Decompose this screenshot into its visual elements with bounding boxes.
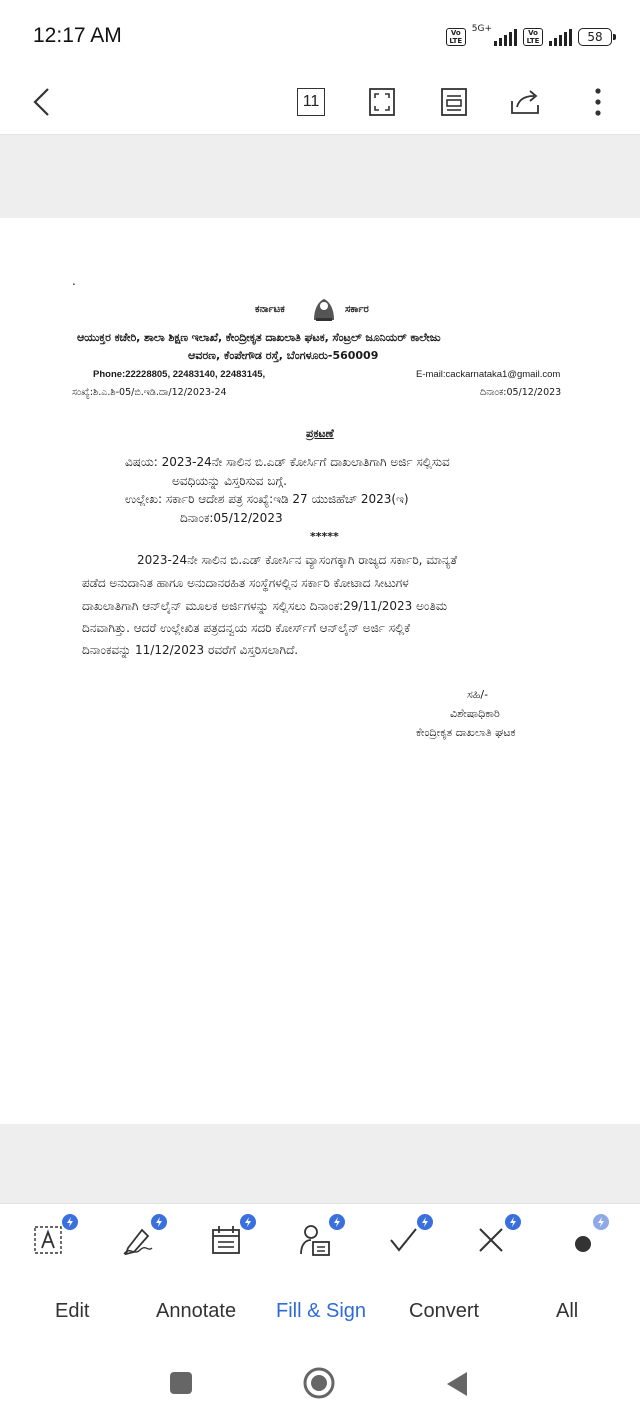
premium-badge-icon [62, 1214, 78, 1230]
status-icons [446, 24, 612, 50]
officer-title: ವಿಶೇಷಾಧಿಕಾರಿ [450, 707, 500, 720]
back-triangle-icon [444, 1370, 470, 1398]
share-button[interactable] [502, 78, 550, 126]
share-icon [509, 87, 543, 117]
signal-strength-icon-2 [549, 28, 572, 46]
more-options-button[interactable] [574, 78, 622, 126]
signature-mark: ಸಹಿ/- [467, 688, 489, 701]
office-address-line2: ಆವರಣ, ಕೆಂಪೇಗೌಡ ರಸ್ತೆ, ಬೆಂಗಳೂರು-560009 [188, 349, 379, 362]
dot-icon [563, 1224, 595, 1256]
tab-convert[interactable]: Convert [409, 1300, 480, 1322]
premium-badge-icon [417, 1214, 433, 1230]
check-tool-button[interactable] [383, 1220, 423, 1260]
body-line: ದಾಖಲಾತಿಗಾಗಿ ಆನ್‌ಲೈನ್ ಮೂಲಕ ಅರ್ಜಿಗಳನ್ನು ಸಲ್ಲಿಸಲು ದಿನಾಂಕ:29/11/2023 ಅಂತಿಮ [82, 599, 448, 613]
document-date: ದಿನಾಂಕ:05/12/2023 [480, 387, 562, 398]
state-name-left: ಕರ್ನಾಟಕ [255, 304, 285, 315]
tab-all[interactable]: All [556, 1300, 579, 1322]
fullscreen-button[interactable] [358, 78, 406, 126]
fullscreen-icon [368, 87, 396, 117]
reference-number: ಸಂಖ್ಯೆ:ಶಿ.ಎ.ಶಿ-05/ಬಿ.ಇಡಿ.ದಾ/12/2023-24 [72, 387, 227, 398]
system-navigation-bar [0, 1346, 640, 1422]
cross-icon [475, 1224, 507, 1256]
body-line: ದಿನವಾಗಿತ್ತು. ಆದರೆ ಉಲ್ಲೇಖಿತ ಪತ್ರದನ್ವಯ ಸದರಿ ಕೋರ್ಸ್‌ಗೆ ಆನ್‌ಲೈನ್ ಅರ್ಜಿ ಸಲ್ಲಿಕೆ [82, 621, 411, 635]
office-address-line1: ಆಯುಕ್ತರ ಕಚೇರಿ, ಶಾಲಾ ಶಿಕ್ಷಣ ಇಲಾಖೆ, ಕೇಂದ್ರೀಕೃತ ದಾಖಲಾತಿ ಘಟಕ, ಸೆಂಟ್ರಲ್ ಜೂನಿಯರ್ ಕಾಲೇಜು [77, 331, 441, 344]
battery-icon: 58 [578, 28, 612, 46]
home-button[interactable] [302, 1366, 336, 1400]
page-number-button[interactable] [287, 78, 335, 126]
home-icon [302, 1366, 336, 1400]
state-name-right: ಸರ್ಕಾರ [345, 304, 369, 315]
document-page[interactable] [0, 218, 640, 1124]
unit-name: ಕೇಂದ್ರೀಕೃತ ದಾಖಲಾತಿ ಘಟಕ [416, 726, 516, 739]
premium-badge-icon [593, 1214, 609, 1230]
notice-heading: ಪ್ರಕಟಣೆ [306, 427, 334, 440]
date-tool-button[interactable] [206, 1220, 246, 1260]
reading-mode-icon [440, 87, 468, 117]
body-line: ದಿನಾಂಕವನ್ನು 11/12/2023 ರವರೆಗೆ ವಿಸ್ತರಿಸಲಾಗಿದೆ. [82, 643, 299, 657]
more-vert-icon [594, 86, 602, 118]
phone-numbers: Phone:22228805, 22483140, 22483145, [93, 369, 266, 380]
premium-badge-icon [240, 1214, 256, 1230]
email-address: E-mail:cackarnataka1@gmail.com [416, 369, 561, 380]
karnataka-emblem [310, 296, 338, 322]
recent-apps-button[interactable] [170, 1372, 192, 1394]
page-number: 11 [297, 88, 325, 116]
sign-tool-button[interactable] [117, 1220, 157, 1260]
volte-icon: Vo LTE [446, 28, 466, 46]
profile-tool-button[interactable] [295, 1220, 335, 1260]
reference-line-2: ದಿನಾಂಕ:05/12/2023 [180, 511, 283, 525]
signal-strength-icon [494, 28, 517, 46]
fill-sign-toolbar [0, 1203, 640, 1276]
pen-sign-icon [120, 1224, 154, 1256]
calendar-icon [210, 1224, 242, 1256]
tab-annotate[interactable]: Annotate [156, 1300, 237, 1322]
system-back-button[interactable] [444, 1370, 470, 1398]
reference-line-1: ಉಲ್ಲೇಖ: ಸರ್ಕಾರಿ ಆದೇಶ ಪತ್ರ ಸಂಖ್ಯೆ:ಇಡಿ 27 ಯುಜಿಹೆಚ್ 2023(ಇ) [125, 492, 409, 506]
status-bar [0, 0, 640, 70]
page-dot: . [72, 274, 76, 288]
subject-line-2: ಅವಧಿಯನ್ನು ವಿಸ್ತರಿಸುವ ಬಗ್ಗೆ. [172, 474, 287, 488]
premium-badge-icon [329, 1214, 345, 1230]
subject-line-1: ವಿಷಯ: 2023-24ನೇ ಸಾಲಿನ ಬಿ.ಎಡ್ ಕೋರ್ಸಿಗೆ ದಾಖಲಾತಿಗಾಗಿ ಅರ್ಜಿ ಸಲ್ಲಿಸುವ [125, 455, 450, 469]
cross-tool-button[interactable] [471, 1220, 511, 1260]
text-tool-icon [32, 1224, 64, 1256]
status-time: 12:17 AM [33, 24, 122, 47]
dot-tool-button[interactable] [559, 1220, 599, 1260]
checkmark-icon [387, 1224, 419, 1256]
body-line: ಪಡೆದ ಅನುದಾನಿತ ಹಾಗೂ ಅನುದಾನರಹಿತ ಸಂಸ್ಥೆಗಳಲ್ಲಿನ ಸರ್ಕಾರಿ ಕೋಟಾದ ಸೀಟುಗಳ [82, 576, 409, 590]
back-arrow-icon [30, 86, 54, 118]
body-line: 2023-24ನೇ ಸಾಲಿನ ಬಿ.ಎಡ್ ಕೋರ್ಸಿನ ವ್ಯಾಸಂಗಕ್ಕಾಗಿ ರಾಜ್ಯದ ಸರ್ಕಾರಿ, ಮಾನ್ಯತೆ [137, 553, 458, 567]
separator-stars: ***** [310, 530, 339, 543]
premium-badge-icon [151, 1214, 167, 1230]
network-type-label: 5G+ [471, 24, 492, 34]
reading-mode-button[interactable] [430, 78, 478, 126]
viewer-toolbar [0, 70, 640, 135]
id-card-icon [298, 1223, 332, 1257]
back-button[interactable] [18, 78, 66, 126]
tab-edit[interactable]: Edit [55, 1300, 90, 1322]
text-tool-button[interactable] [28, 1220, 68, 1260]
mode-tabs [0, 1276, 640, 1346]
tab-fill-sign[interactable]: Fill & Sign [276, 1300, 367, 1322]
volte-icon-2: Vo LTE [523, 28, 543, 46]
premium-badge-icon [505, 1214, 521, 1230]
